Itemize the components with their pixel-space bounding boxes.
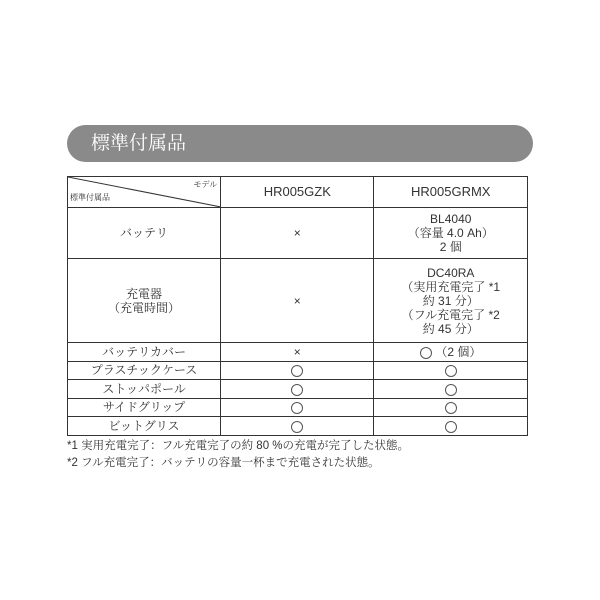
value-cell: × (221, 208, 374, 259)
item-cell: ストッパポール (68, 380, 221, 399)
table-header-row (68, 177, 528, 208)
value-cell (221, 398, 374, 417)
line: （充電時間） (108, 300, 181, 315)
table-row (68, 259, 528, 343)
footnote: *1 実用充電完了：フル充電完了の約 80 %の充電が完了した状態。 (67, 440, 410, 452)
table-row (68, 208, 528, 259)
line: （容量 4.0 Ah） (407, 226, 494, 240)
quantity: （2 個） (435, 344, 482, 359)
model-label: モデル (193, 180, 218, 189)
circle-icon (291, 384, 303, 396)
circle-icon (291, 365, 303, 377)
model-header: HR005GRMX (374, 177, 528, 208)
accessories-table (67, 176, 528, 436)
circle-icon (291, 402, 303, 414)
value-cell: × (221, 259, 374, 343)
circle-icon (445, 402, 457, 414)
section-title: 標準付属品 (67, 125, 533, 162)
line: BL4040 (430, 212, 472, 226)
value-cell (221, 380, 374, 399)
item-cell: バッテリ (68, 208, 221, 259)
circle-icon (445, 384, 457, 396)
model-header: HR005GZK (221, 177, 374, 208)
line: （実用充電完了 *1 (401, 279, 501, 294)
item-cell (68, 259, 221, 343)
value-cell (221, 361, 374, 380)
footnote: *2 フル充電完了：バッテリの容量一杯まで充電された状態。 (67, 457, 380, 469)
table-row (68, 380, 528, 399)
table-row (68, 343, 528, 362)
table-row (68, 361, 528, 380)
circle-icon (291, 421, 303, 433)
item-cell: バッテリカバー (68, 343, 221, 362)
circle-icon (445, 365, 457, 377)
items-label: 標準付属品 (70, 193, 110, 202)
value-cell: × (221, 343, 374, 362)
circle-icon (420, 347, 432, 359)
footnotes (67, 438, 409, 472)
line: 約 45 分） (422, 321, 479, 336)
line: 約 31 分） (422, 293, 479, 308)
value-cell (221, 417, 374, 436)
value-cell (374, 343, 528, 362)
circle-icon (445, 421, 457, 433)
value-cell (374, 259, 528, 343)
value-cell (374, 361, 528, 380)
item-cell: サイドグリップ (68, 398, 221, 417)
value-cell (374, 380, 528, 399)
corner-cell (68, 177, 221, 208)
value-cell (374, 208, 528, 259)
table-row (68, 398, 528, 417)
item-cell: ビットグリス (68, 417, 221, 436)
line: （フル充電完了 *2 (401, 307, 500, 322)
value-cell (374, 398, 528, 417)
line: DC40RA (427, 265, 475, 280)
value-cell (374, 417, 528, 436)
item-cell: プラスチックケース (68, 361, 221, 380)
table-row (68, 417, 528, 436)
line: 2 個 (439, 240, 462, 254)
line: 充電器 (126, 286, 163, 301)
